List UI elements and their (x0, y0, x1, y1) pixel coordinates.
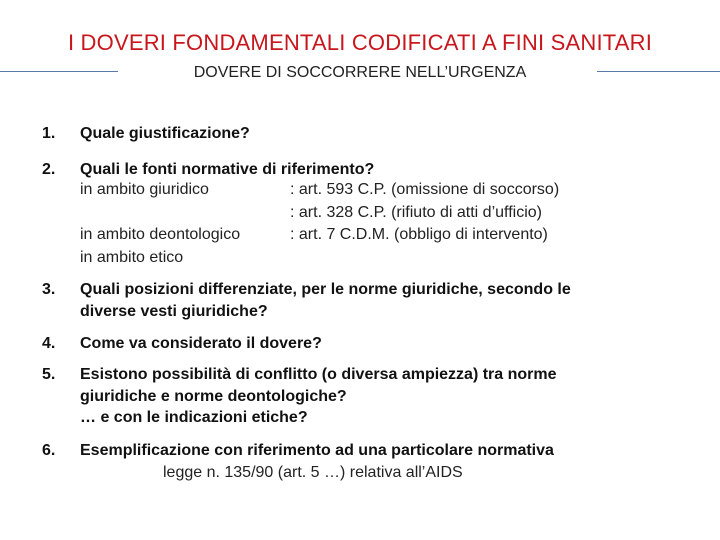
item-text: Esemplificazione con riferimento ad una particolare normativa (80, 442, 554, 459)
item-text-line-2: diverse vesti giuridiche? (80, 303, 268, 320)
source-label-etico: in ambito etico (80, 249, 184, 266)
divider-right (597, 71, 720, 72)
item-detail-law: legge n. 135/90 (art. 5 …) relativa all’AIDS (163, 464, 463, 481)
item-text: Quali le fonti normative di riferimento? (80, 161, 375, 178)
item-number: 4. (42, 335, 56, 352)
item-text: Come va considerato il dovere? (80, 335, 322, 352)
item-text-line-2: giuridiche e norme deontologiche? (80, 388, 347, 405)
item-text-line-3: … e con le indicazioni etiche? (80, 409, 308, 426)
source-ref-328: : art. 328 C.P. (rifiuto di atti d’ufficio) (290, 204, 542, 221)
item-number: 2. (42, 161, 56, 178)
source-label-deontologico: in ambito deontologico (80, 226, 241, 243)
item-text-line-1: Esistono possibilità di conflitto (o diversa ampiezza) tra norme (80, 366, 557, 383)
item-number: 6. (42, 442, 56, 459)
source-label-giuridico: in ambito giuridico (80, 181, 209, 198)
item-number: 3. (42, 281, 56, 298)
item-number: 1. (42, 125, 56, 142)
item-number: 5. (42, 366, 56, 383)
source-ref-593: : art. 593 C.P. (omissione di soccorso) (290, 181, 560, 198)
item-text: Quale giustificazione? (80, 125, 250, 142)
source-ref-cdm: : art. 7 C.D.M. (obbligo di intervento) (290, 226, 548, 243)
page-subtitle: DOVERE DI SOCCORRERE NELL’URGENZA (193, 64, 527, 81)
page-title: I DOVERI FONDAMENTALI CODIFICATI A FINI SANITARI (67, 30, 653, 55)
item-text-line-1: Quali posizioni differenziate, per le norme giuridiche, secondo le (80, 281, 571, 298)
